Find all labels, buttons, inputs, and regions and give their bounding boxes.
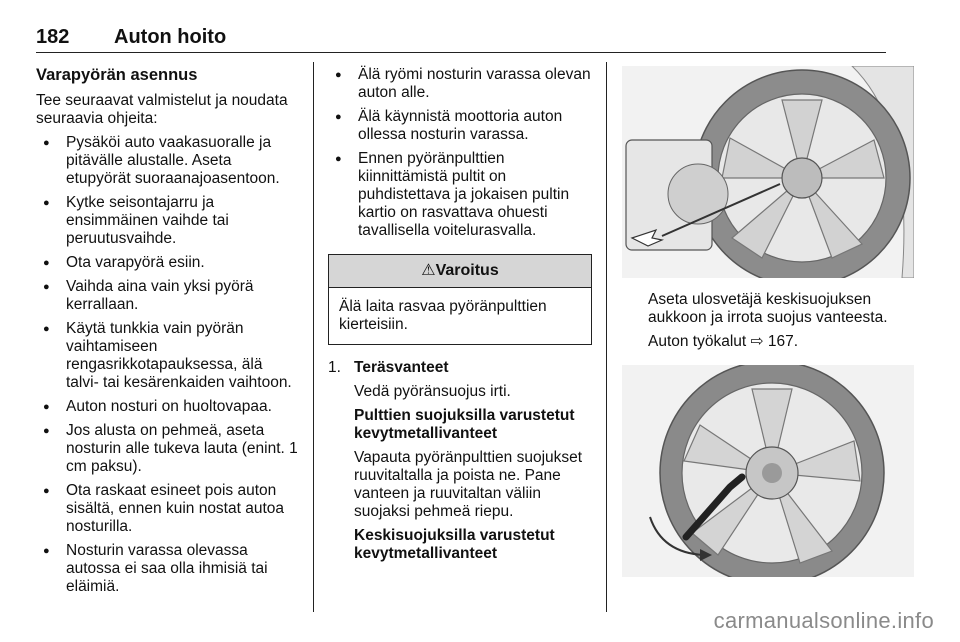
page-header [36,26,886,54]
list-item: ● Älä ryömi nosturin varassa olevan auton alle. [328,66,592,102]
list-item: ● Ota varapyörä esiin. [36,254,298,272]
bolt-covers-text: Vapauta pyöränpulttien suojukset ruuvitaltalla ja poista ne. Pane vanteen ja ruuvitaltan väliin suojaksi pehmeä riepu. [354,449,583,520]
list-item: ● Kytke seisontajarru ja ensimmäinen vaihde tai peruutusvaihde. [36,194,298,248]
page-ref-arrow-icon: ⇨ [750,333,764,350]
warning-header [329,255,591,288]
section-title: Varapyörän asennus [36,66,198,84]
column-right [622,66,914,582]
list-item: ● Auton nosturi on huoltovapaa. [36,398,298,416]
list-item: ● Vaihda aina vain yksi pyörä kerrallaan. [36,278,298,314]
list-item: ● Jos alusta on pehmeä, aseta nosturin alle tukeva lauta (enint. 1 cm paksu). [36,422,298,476]
column-left [36,66,298,602]
step-number: 1. [328,359,341,376]
reference-page: 167. [767,333,799,350]
safety-list [328,66,592,240]
column-divider-2 [606,62,607,612]
page-number: 182 [36,26,70,48]
figure-cap-removal [622,66,914,278]
figure-wheel-bolt-wrench [622,365,914,577]
step-title: Teräsvanteet [354,359,449,376]
list-item: ● Pysäköi auto vaakasuoralle ja pitävälle alustalle. Aseta etupyörät suoraanajoasentoon. [36,134,298,188]
tool-reference [648,333,914,351]
list-item: ● Ennen pyöränpulttien kiinnittämistä pultit on puhdistettava ja jokaisen pultin kartio on rasvattava ohuesti tavallisella voitelurasvalla. [328,150,592,240]
preparation-list [36,134,298,596]
subheading-center-covers: Keskisuojuksilla varustetut kevytmetallivanteet [354,527,555,562]
column-middle [328,66,592,569]
reference-prefix: Auton työkalut [648,333,747,350]
list-item: ● Käytä tunkkia vain pyörän vaihtamiseen rengasrikkotapauksessa, älä talvi- tai kesärenkaiden vaihtoon. [36,320,298,392]
list-item: ● Älä käynnistä moottoria auton ollessa nosturin varassa. [328,108,592,144]
list-item: ● Nosturin varassa olevassa autossa ei saa olla ihmisiä tai eläimiä. [36,542,298,596]
warning-box [328,254,592,345]
step-1 [328,359,592,377]
page-title: Auton hoito [114,26,227,48]
list-item: ● Ota raskaat esineet pois auton sisältä, ennen kuin nostat autoa nosturilla. [36,482,298,536]
intro-text: Tee seuraavat valmistelut ja noudata seuraavia ohjeita: [36,92,288,127]
warning-icon: ⚠ [421,262,436,279]
column-divider-1 [313,62,314,612]
warning-title: Varoitus [435,262,499,279]
header-rule [36,52,886,53]
subheading-bolt-covers: Pulttien suojuksilla varustetut kevytmetallivanteet [354,407,575,442]
warning-text: Älä laita rasvaa pyöränpulttien kierteisiin. [339,298,547,333]
watermark: carmanualsonline.info [713,608,934,633]
step-text: Vedä pyöränsuojus irti. [354,383,511,400]
figure-caption: Aseta ulosvetäjä keskisuojuksen aukkoon ja irrota suojus vanteesta. [648,291,888,326]
